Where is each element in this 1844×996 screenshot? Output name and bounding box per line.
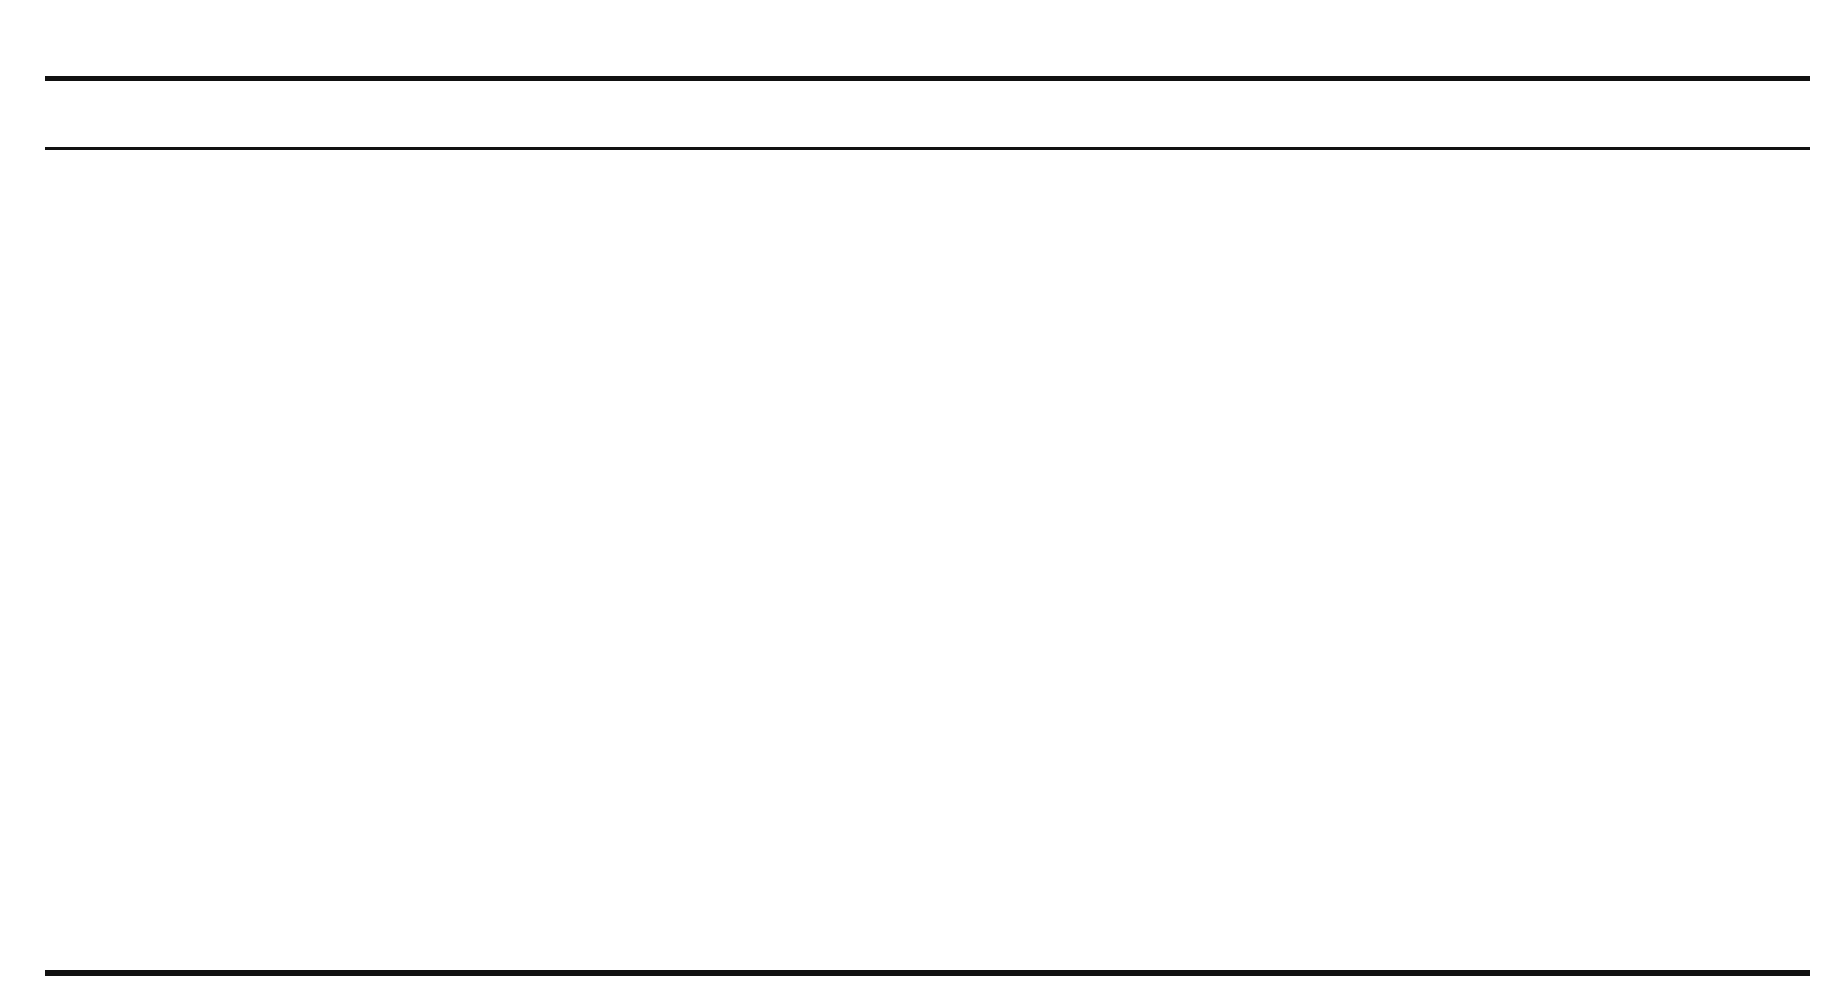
header-syntax — [340, 88, 410, 138]
table-header-rule — [45, 147, 1810, 150]
header-description — [1245, 88, 1315, 138]
table-top-rule — [45, 76, 1810, 81]
table-bottom-rule — [45, 970, 1810, 976]
